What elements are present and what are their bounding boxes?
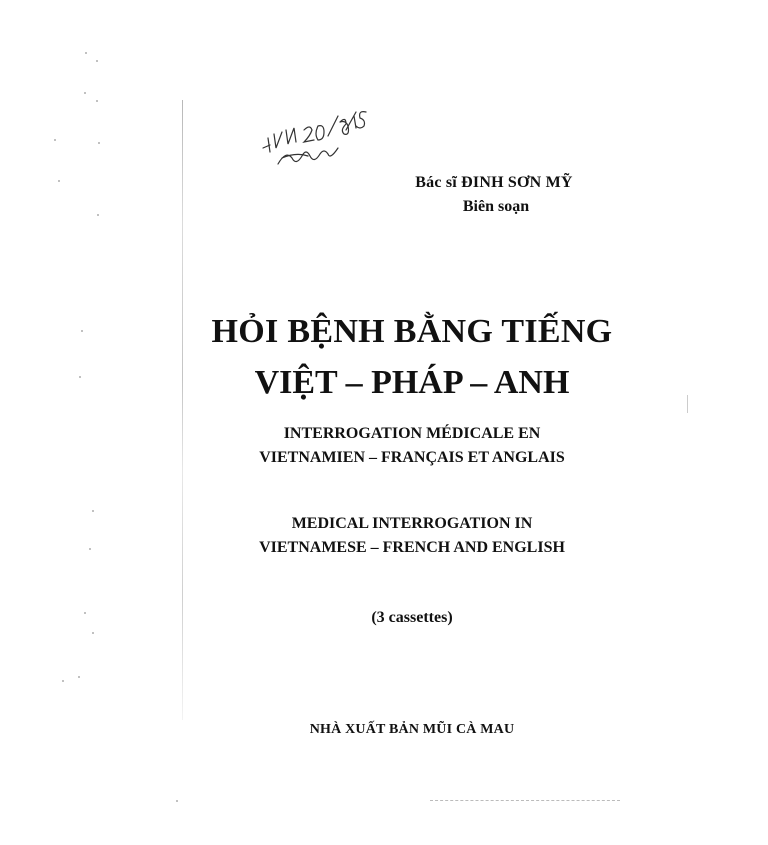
title-line-2: VIỆT – PHÁP – ANH [254,364,570,401]
format-note: (3 cassettes) [371,609,453,626]
english-subtitle-line-1: MEDICAL INTERROGATION IN [291,515,533,532]
scan-margin-line [182,100,183,720]
publisher: NHÀ XUẤT BẢN MŨI CÀ MAU [309,722,515,737]
scan-smudge [430,800,620,802]
title-line-1: HỎI BỆNH BẰNG TIẾNG [211,313,613,350]
editor-role: Biên soạn [462,198,530,215]
author-line: Bác sĩ ĐINH SƠN MỸ [415,174,573,191]
french-subtitle-line-1: INTERROGATION MÉDICALE EN [283,425,541,442]
handwritten-note [258,100,368,178]
french-subtitle-line-2: VIETNAMIEN – FRANÇAIS ET ANGLAIS [259,449,565,466]
english-subtitle-line-2: VIETNAMESE – FRENCH AND ENGLISH [259,539,565,556]
